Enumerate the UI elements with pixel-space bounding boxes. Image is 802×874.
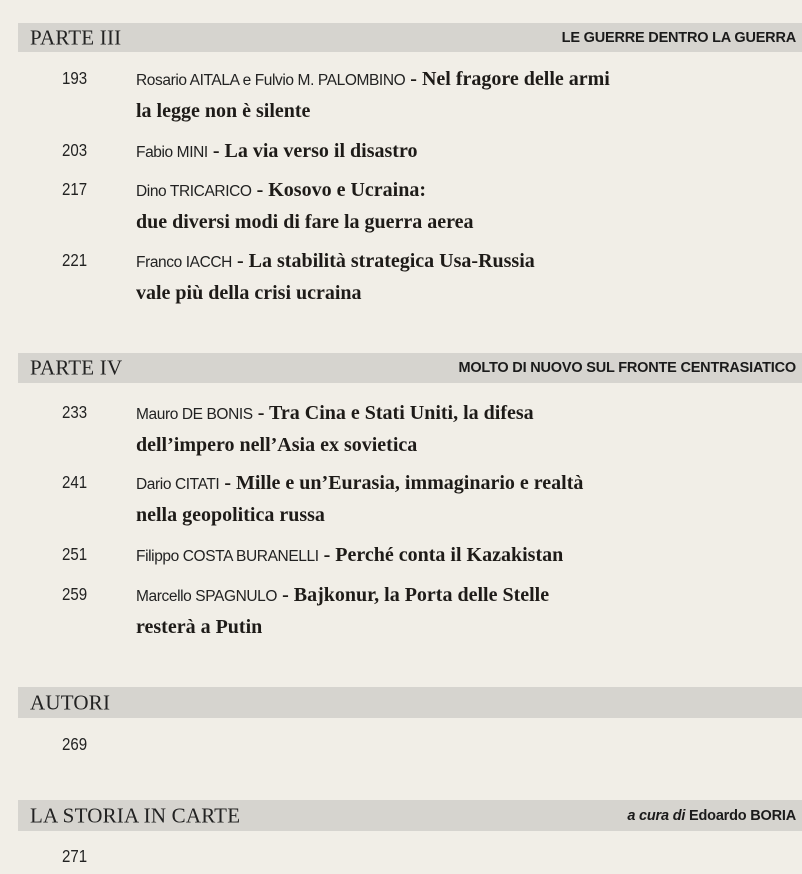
page-number: 221 (62, 250, 88, 270)
curator-prefix: a cura di (627, 807, 686, 824)
section-header-storia-in-carte (18, 800, 802, 831)
section-title: AUTORI (30, 690, 111, 714)
section-subtitle: MOLTO DI NUOVO SUL FRONTE CENTRASIATICO (458, 360, 796, 376)
entry-title-line2: nella geopolitica russa (136, 504, 325, 526)
entry-text (136, 398, 776, 460)
entry-title-line1: Tra Cina e Stati Uniti, la difesa (269, 402, 534, 424)
entry-title-line2: due diversi modi di fare la guerra aerea (136, 211, 474, 233)
entry-author: Dario CITATI (136, 476, 220, 493)
entry-text (136, 540, 776, 572)
separator: - (252, 402, 270, 424)
section-subtitle: LE GUERRE DENTRO LA GUERRA (561, 29, 796, 46)
separator: - (251, 179, 269, 201)
entry-text (136, 468, 776, 530)
page-number[interactable]: 271 (62, 846, 88, 866)
page-number: 217 (62, 179, 88, 199)
entry-title-line1: Kosovo e Ucraina: (268, 179, 426, 201)
section-title: PARTE IV (30, 355, 123, 380)
entry-title-line1: Bajkonur, la Porta delle Stelle (293, 584, 550, 606)
separator: - (219, 472, 236, 494)
entry-title-line2: la legge non è silente (136, 100, 311, 122)
entry-title-line1: Perché conta il Kazakistan (335, 544, 564, 566)
separator: - (318, 544, 336, 566)
entry-title-line1: La via verso il disastro (224, 140, 418, 162)
entry-author: Marcello SPAGNULO (136, 588, 278, 605)
section-header-autori (18, 687, 802, 718)
entry-text (136, 175, 776, 237)
page-number: 203 (62, 140, 88, 160)
entry-author: Fabio MINI (136, 144, 208, 161)
entry-author: Dino TRICARICO (136, 183, 252, 200)
entry-text (136, 64, 776, 126)
section-curator (627, 808, 796, 824)
section-header-parte-iii (18, 23, 802, 52)
entry-author: Franco IACCH (136, 254, 232, 271)
entry-text (136, 136, 776, 168)
separator: - (207, 140, 225, 162)
page-number: 233 (62, 402, 88, 422)
page-number[interactable]: 269 (62, 734, 88, 754)
separator: - (277, 584, 294, 606)
page-number: 259 (62, 584, 88, 604)
entry-author: Rosario AITALA e Fulvio M. PALOMBINO (136, 72, 406, 89)
entry-title-line1: La stabilità strategica Usa-Russia (248, 250, 535, 272)
entry-author: Mauro DE BONIS (136, 406, 253, 423)
page-number: 193 (62, 68, 88, 88)
section-title: PARTE III (30, 25, 122, 49)
entry-title-line2: dell’impero nell’Asia ex sovietica (136, 434, 418, 456)
page-number: 251 (62, 544, 88, 564)
curator-name: Edoardo BORIA (689, 807, 796, 824)
entry-title-line2: resterà a Putin (136, 616, 263, 638)
separator: - (405, 68, 422, 90)
entry-text (136, 246, 776, 308)
separator: - (231, 250, 249, 272)
entry-title-line1: Mille e un’Eurasia, immaginario e realtà (236, 472, 584, 494)
entry-title-line2: vale più della crisi ucraina (136, 282, 362, 304)
entry-text (136, 580, 776, 642)
section-header-parte-iv (18, 353, 802, 383)
section-title: LA STORIA IN CARTE (30, 803, 241, 827)
entry-title-line1: Nel fragore delle armi (421, 68, 610, 90)
page-number: 241 (62, 472, 88, 492)
entry-author: Filippo COSTA BURANELLI (136, 548, 319, 565)
